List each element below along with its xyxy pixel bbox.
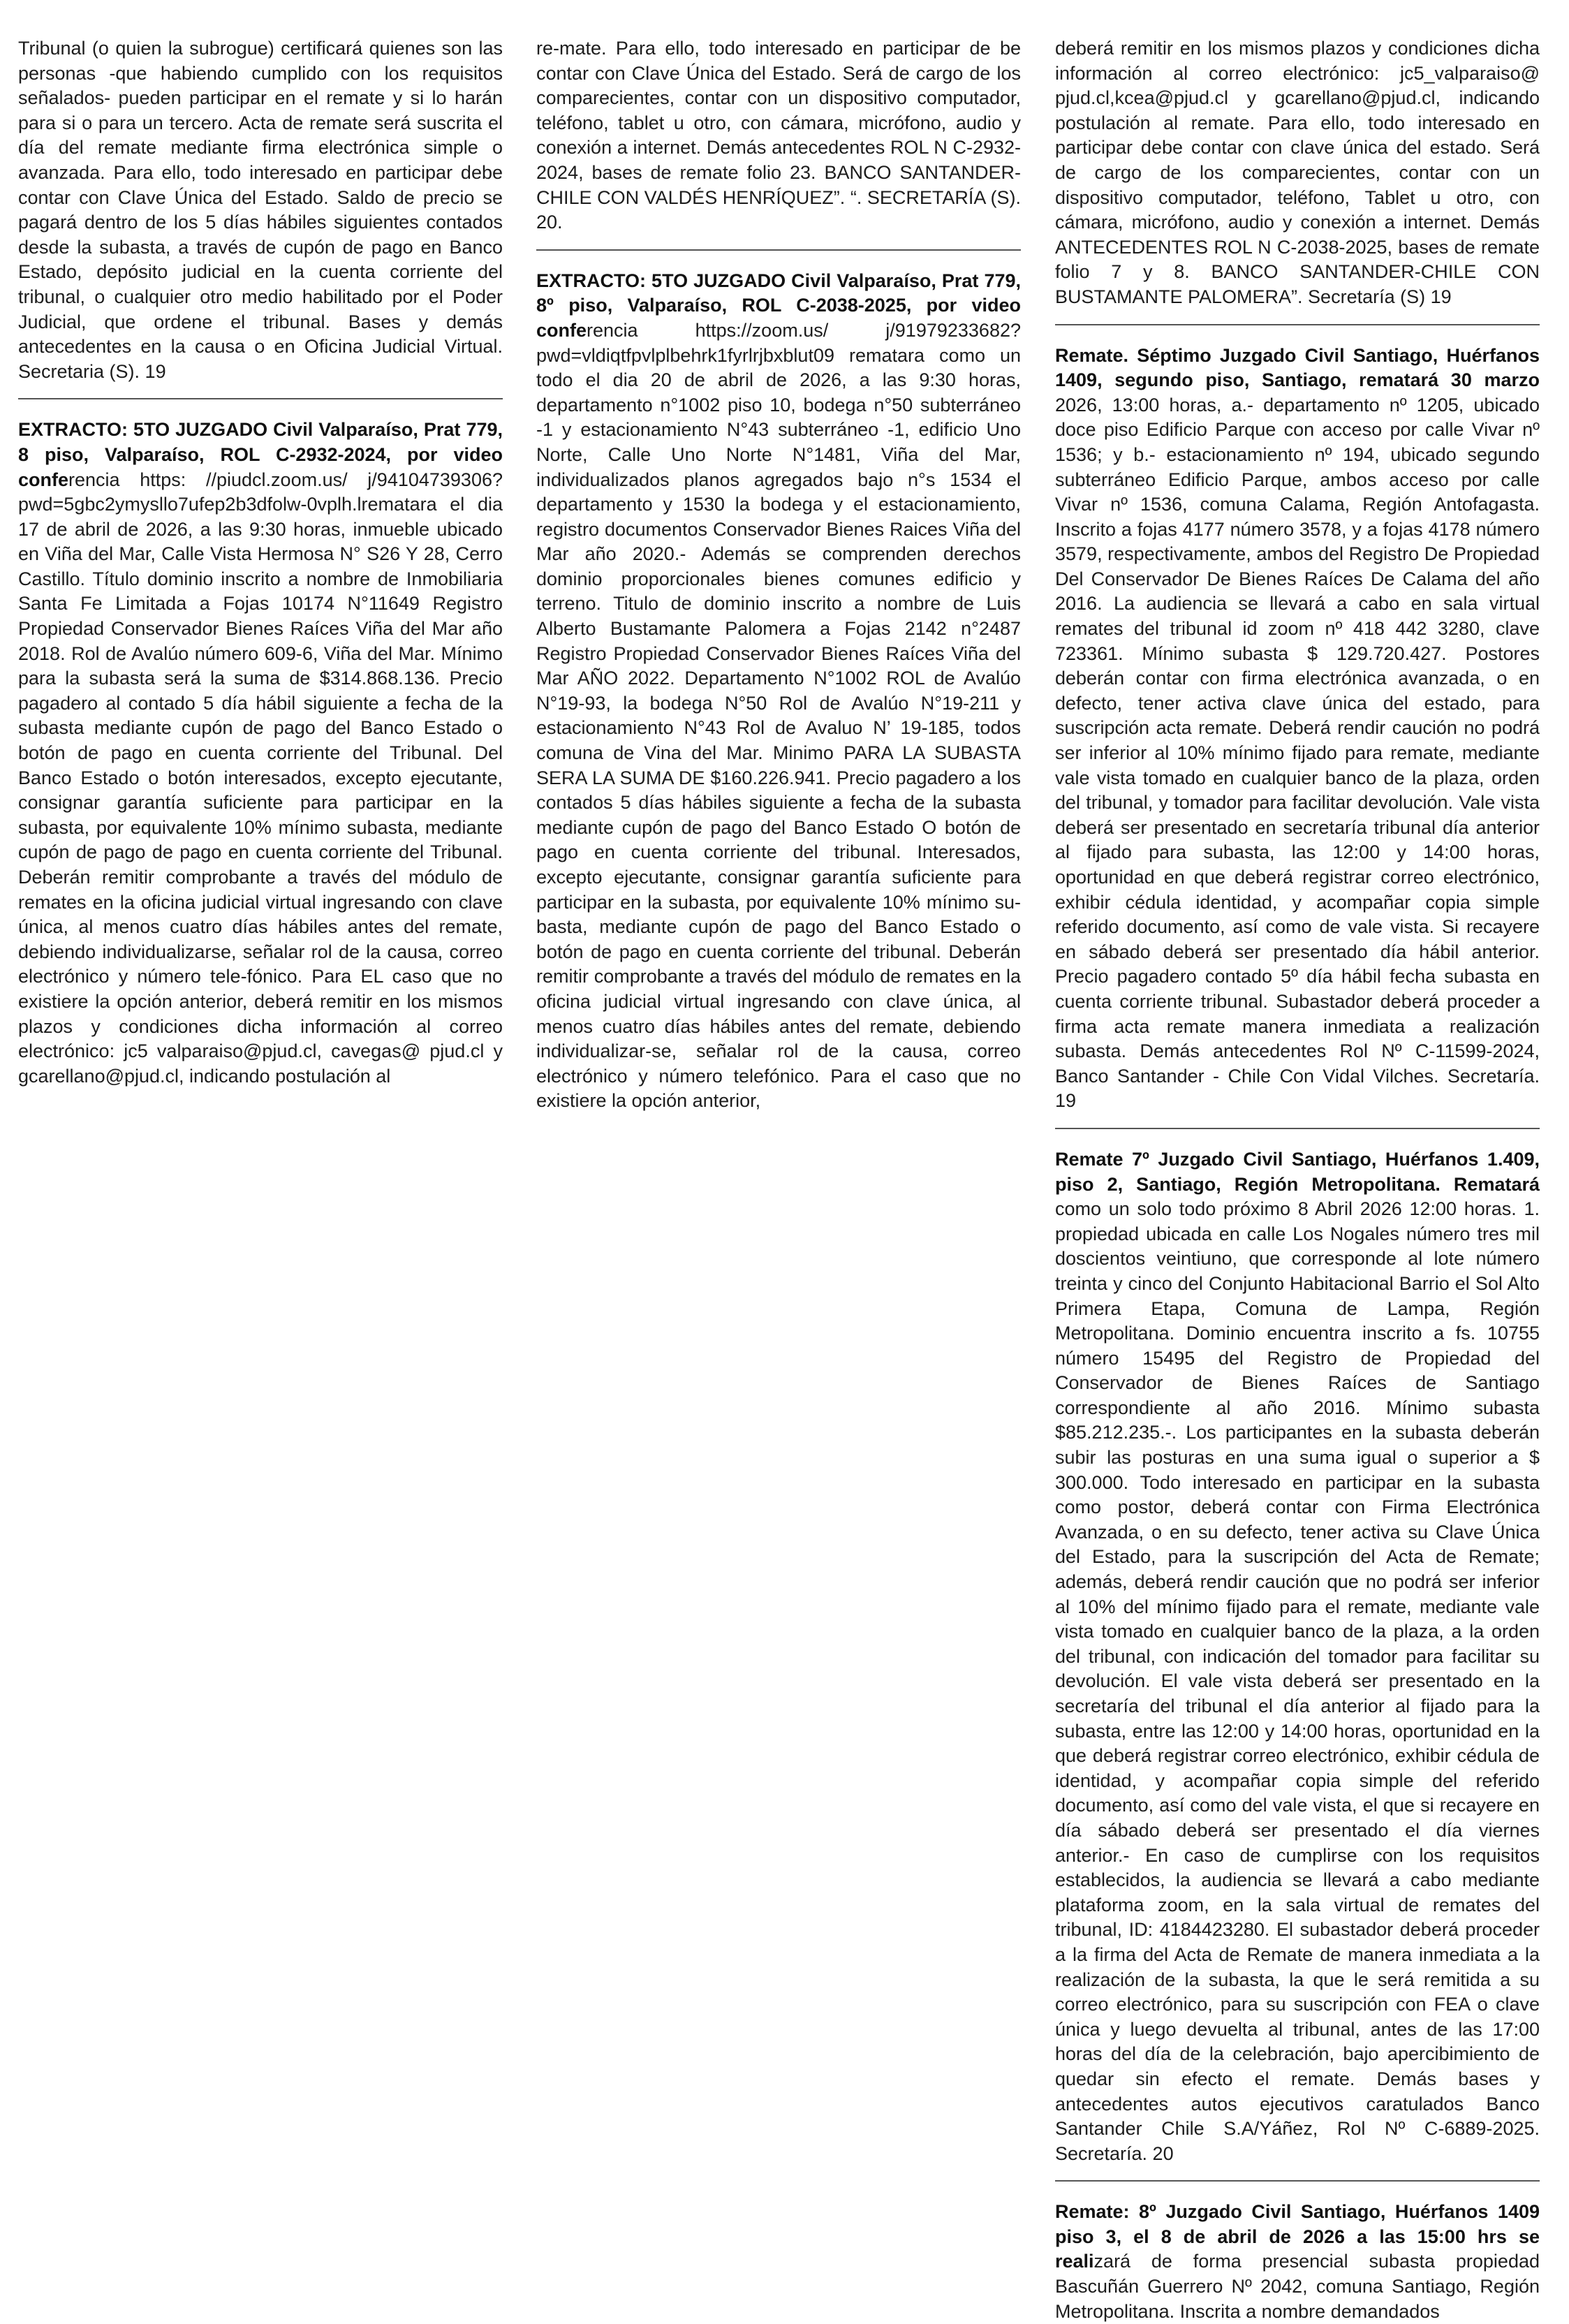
notice-text: rencia https: //piudcl.zoom.us/ j/94104739306?pwd=5gbc2ymysllo7ufep2b3dfolw-0vplh.lrematara el dia 17 de abril de 2026, a las 9:30 horas, inmueble ubicado en Viña del Mar, Calle Vista Hermosa N° S26 Y 28, Cerro Castillo. Título dominio inscrito a nombre de Inmobiliaria Santa Fe Limitada a Fojas 10174 N°11649 Registro Propiedad Conservador Bienes Raíces Viña del Mar año 2018. Rol de Avalúo número 609-6, Viña del Mar. Mínimo para la subasta será la suma de $314.868.136. Precio pagadero al contado 5 día hábil siguiente a fecha de la subasta mediante cupón de pago del Banco Estado o botón de pago en cuenta corriente del Tribunal. Del Banco Estado o botón interesados, excepto ejecutante, consignar garantía suficiente para participar en la subasta, por equivalente 10% mínimo subasta, mediante cupón de pago de pago en cuenta corriente del Tribunal. Deberán remitir comprobante a través del módulo de remates en la oficina judicial virtual ingresando con clave única, al menos cuatro días hábiles antes del remate, debiendo individualizarse, señalar rol de la causa, correo electrónico y número tele-fónico. Para EL caso que no existiere la opción anterior, deberá remitir en los mismos plazos y condiciones dicha información al correo electrónico: jc5 valparaiso@pjud.cl, cavegas@ pjud.cl y gcarellano@pjud.cl, indicando postulación al <box>18 469 503 1087</box>
notice-remate-7-juzgado <box>1055 1147 1540 2166</box>
notice-heading: Remate. Séptimo Juzgado Civil Santiago, Huérfanos 1409, segundo piso, Santiago, rematará 30 marzo <box>1055 344 1540 391</box>
notice-text: re-mate. Para ello, todo interesado en participar de be contar con Clave Única del Estado. Será de cargo de los comparecientes, contar con un dispositivo computador, teléfono, tablet u otro, con cámara, micrófono, audio y conexión a internet. Demás antecedentes ROL N C-2932-2024, bases de remate folio 23. BANCO SANTANDER-CHILE CON VALDÉS HENRÍQUEZ”. “. SECRETARÍA (S). 20. <box>536 38 1021 233</box>
notice-continuation <box>18 36 503 384</box>
divider <box>18 398 503 399</box>
divider <box>1055 1128 1540 1129</box>
column-1 <box>18 36 503 1089</box>
notice-heading: Remate 7º Juzgado Civil Santiago, Huérfanos 1.409, piso 2, Santiago, Región Metropolitana. Rematará <box>1055 1148 1540 1195</box>
notice-text: como un solo todo próximo 8 Abril 2026 12:00 horas. 1. propiedad ubicada en calle Los Nogales número tres mil doscientos veintiuno, que corresponde al lote número treinta y cinco del Conjunto Habitacional Barrio el Sol Alto Primera Etapa, Comuna de Lampa, Región Metropolitana. Dominio encuentra inscrito a fs. 10755 número 15495 del Registro de Propiedad del Conservador de Bienes Raíces de Santiago correspondiente al año 2016. Mínimo subasta $85.212.235.-. Los participantes en la subasta deberán subir las posturas en una suma igual o superior a $ 300.000. Todo interesado en participar en la subasta como postor, deberá contar con Firma Electrónica Avanzada, o en su defecto, tener activa su Clave Única del Estado, para la suscripción del Acta de Remate; además, deberá rendir caución que no podrá ser inferior al 10% del mínimo fijado para el remate, mediante vale vista tomado en cualquier banco de la plaza, a la orden del tribunal, con indicación del tomador para facilitar su devolución. El vale vista deberá ser presentado en la secretaría del tribunal el día anterior al fijado para la subasta, entre las 12:00 y 14:00 horas, oportunidad en la que deberá registrar correo electrónico, exhibir cédula de identidad, y acompañar copia simple del referido documento, así como del vale vista, el que si recayere en día sábado deberá ser presentado el día viernes anterior.- En caso de cumplirse con los requisitos establecidos, la audiencia se llevará a cabo mediante plataforma zoom, en la sala virtual de remates del tribunal, ID: 4184423280. El subastador deberá proceder a la firma del Acta de Remate de manera inmediata a la realización de la subasta, la que le será remitida a su correo electrónico, para su suscripción con FEA o clave única y luego devuelta al tribunal, antes de las 17:00 horas del día de la celebración, bajo apercibimiento de quedar sin efecto el remate. Demás bases y antecedentes autos ejecutivos caratulados Banco Santander Chile S.A/Yáñez, Rol Nº C-6889-2025. Secretaría. 20 <box>1055 1198 1540 2164</box>
notice-remate-8-juzgado <box>1055 2200 1540 2324</box>
notice-text: deberá remitir en los mismos plazos y condiciones dicha información al correo electrónico: jc5_valparaiso@ pjud.cl,kcea@pjud.cl y gcarellano@pjud.cl, indicando postulación al remate. Para ello, todo interesado en participar debe contar con clave única del estado. Será de cargo de los comparecientes, contar con un dispositivo computador, teléfono, Tablet u otro, con cámara, micrófono, audio y conexión a internet. Demás ANTECEDENTES ROL N C-2038-2025, bases de remate folio 7 y 8. BANCO SANTANDER-CHILE CON BUSTAMANTE PALOMERA”. Secretaría (S) 19 <box>1055 38 1540 307</box>
notice-heading: EXTRACTO: 5TO JUZGADO Civil Valparaíso, Prat 779, 8º piso, Valparaíso, ROL C-2038-2025, por video confe <box>536 270 1021 341</box>
divider <box>1055 2180 1540 2182</box>
column-3 <box>1055 36 1540 2324</box>
notice-heading: EXTRACTO: 5TO JUZGADO Civil Valparaíso, Prat 779, 8 piso, Valparaíso, ROL C-2932-2024, por video confe <box>18 419 503 490</box>
notice-continuation <box>1055 36 1540 310</box>
notice-continuation <box>536 36 1021 235</box>
notice-remate-septimo <box>1055 344 1540 1114</box>
divider <box>1055 324 1540 325</box>
notice-text: Tribunal (o quien la subrogue) certificará quienes son las personas -que habiendo cumplido con los requisitos señalados- pueden participar en el remate y si lo harán para si o para un tercero. Acta de remate será suscrita el día del remate mediante firma electrónica simple o avanzada. Para ello, todo interesado en participar debe contar con Clave Única del Estado. Saldo de precio se pagará dentro de los 5 días hábiles siguientes contados desde la subasta, a través de cupón de pago en Banco Estado, depósito judicial en la cuenta corriente del tribunal, o cualquier otro medio habilitado por el Poder Judicial, que ordene el tribunal. Bases y demás antecedentes en la causa o en Oficina Judicial Virtual. Secretaria (S). 19 <box>18 38 503 382</box>
notice-text: zará de forma presencial subasta propiedad Bascuñán Guerrero Nº 2042, comuna Santiago, Región Metropolitana. Inscrita a nombre demandados <box>1055 2251 1540 2322</box>
notice-heading: Remate: 8º Juzgado Civil Santiago, Huérfanos 1409 piso 3, el 8 de abril de 2026 a las 15:00 hrs se reali <box>1055 2201 1540 2272</box>
notice-text: 2026, 13:00 horas, a.- departamento nº 1205, ubicado doce piso Edificio Parque con acceso por calle Vivar nº 1536; y b.- estacionamiento nº 194, ubicado segundo subterráneo Edificio Parque, ambos acceso por calle Vivar nº 1536, comuna Calama, Región Antofagasta. Inscrito a fojas 4177 número 3578, y a fojas 4178 número 3579, respectivamente, ambos del Registro De Propiedad Del Conservador De Bienes Raíces De Calama del año 2016. La audiencia se llevará a cabo en sala virtual remates del tribunal id zoom nº 418 442 3280, clave 723361. Mínimo subasta $ 129.720.427. Postores deberán contar con firma electrónica avanzada, o en defecto, tener activa clave única del estado, para suscripción acta remate. Deberá rendir caución no podrá ser inferior al 10% mínimo fijado para remate, mediante vale vista tomado en cualquier banco de la plaza, orden del tribunal, y tomador para facilitar devolución. Vale vista deberá ser presentado en secretaría tribunal día anterior al fijado para subasta, las 12:00 y 14:00 horas, oportunidad en que deberá registrar correo electrónico, exhibir cédula identidad, y acompañar copia simple referido documento, así como de vale vista. Si recayere en sábado deberá ser presentado día hábil anterior. Precio pagadero contado 5º día hábil fecha subasta en cuenta corriente tribunal. Subastador deberá proceder a firma acta remate manera inmediata a realización subasta. Demás antecedentes Rol Nº C-11599-2024, Banco Santander - Chile Con Vidal Vilches. Secretaría. 19 <box>1055 394 1540 1112</box>
column-2 <box>536 36 1021 1114</box>
divider <box>536 249 1021 251</box>
notice-extracto-c2932 <box>18 418 503 1089</box>
notice-text: rencia https://zoom.us/ j/91979233682?pwd=vldiqtfpvlplbehrk1fyrlrjbxblut09 rematara como un todo el dia 20 de abril de 2026, a las 9:30 horas, departamento n°1002 piso 10, bodega n°50 subterráneo -1 y estacionamiento N°43 subterráneo -1, edificio Uno Norte, Calle Uno Norte N°1481, Viña del Mar, individualizados planos agregados bajo n°s 1534 el departamento y 1530 la bodega y el estacionamiento, registro documentos Conservador Bienes Raices Viña del Mar año 2020.- Además se comprenden derechos dominio proporcionales bienes comunes edificio y terreno. Titulo de dominio inscrito a nombre de Luis Alberto Bustamante Palomera a Fojas 2142 n°2487 Registro Propiedad Conservador Bienes Raíces Viña del Mar AÑO 2022. Departamento N°1002 ROL de Avalúo N°19-93, la bodega N°50 Rol de Avalúo N°19-211 y estacionamiento N°43 Rol de Avaluo N’ 19-185, todos comuna de Vina del Mar. Minimo PARA LA SUBASTA SERA LA SUMA DE $160.226.941. Precio pagadero a los contados 5 días hábiles siguiente a fecha de la subasta mediante cupón de pago del Banco Estado O botón de pago en cuenta corriente del tribunal. Interesados, excepto ejecutante, consignar garantía suficiente para participar en la subasta, por equivalente 10% mínimo su-basta, mediante cupón de pago del Banco Estado o botón de pago en cuenta corriente del tribunal. Deberán remitir comprobante a través del módulo de remates en la oficina judicial virtual ingresando con clave única, al menos cuatro días hábiles antes del remate, debiendo individualizar-se, señalar rol de la causa, correo electrónico y número telefónico. Para el caso que no existiere la opción anterior, <box>536 319 1021 1112</box>
notice-extracto-c2038 <box>536 269 1021 1114</box>
